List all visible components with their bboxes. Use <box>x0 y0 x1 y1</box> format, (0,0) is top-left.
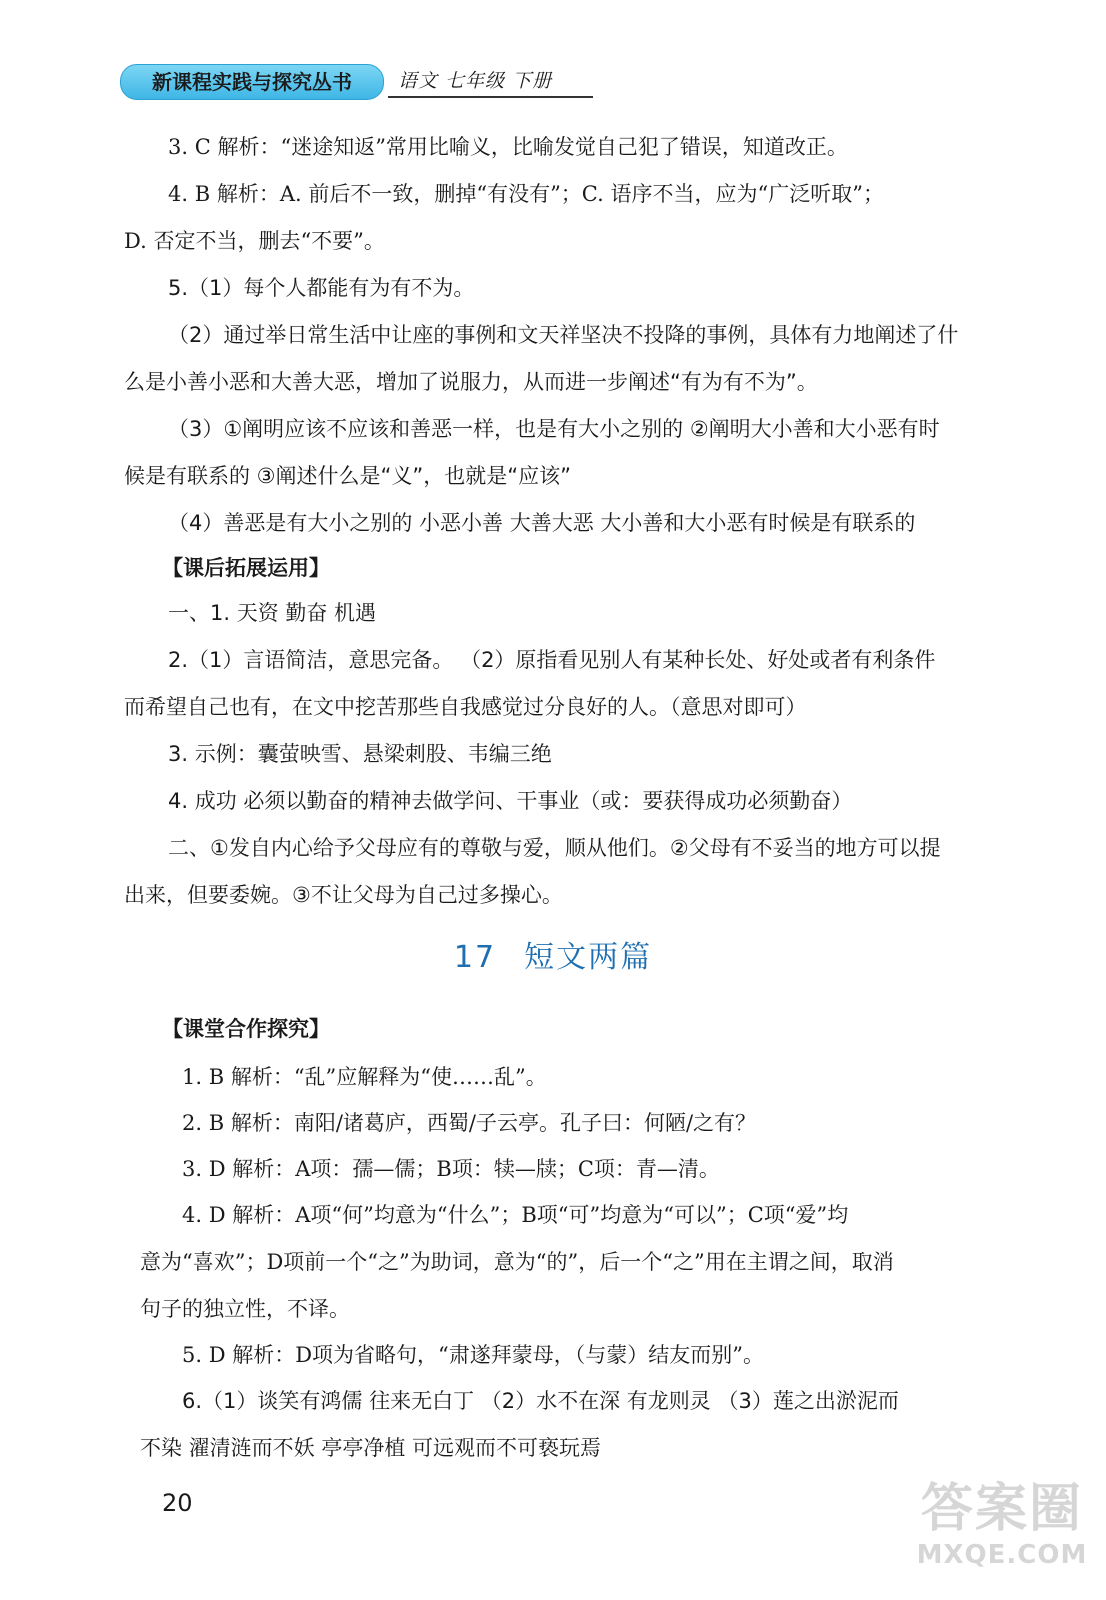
page-header <box>120 62 595 102</box>
answer-line: 5.（1）每个人都能有为有不为。 <box>168 276 475 300</box>
answer-line: 3. C 解析：“迷途知返”常用比喻义，比喻发觉自己犯了错误，知道改正。 <box>168 135 848 159</box>
lesson-name: 短文两篇 <box>524 940 653 975</box>
answer-line: 二、①发自内心给予父母应有的尊敬与爱，顺从他们。②父母有不妥当的地方可以提 <box>168 836 941 860</box>
answer-line: 不染 濯清涟而不妖 亭亭净植 可远观而不可亵玩焉 <box>140 1436 602 1460</box>
answer-line: （2）通过举日常生活中让座的事例和文天祥坚决不投降的事例，具体有力地阐述了什 <box>168 323 959 347</box>
answer-line: 出来，但要委婉。③不让父母为自己过多操心。 <box>124 883 563 907</box>
lesson-title <box>0 938 1106 978</box>
answer-line: 一、1. 天资 勤奋 机遇 <box>168 601 377 625</box>
header-underline <box>388 96 593 98</box>
answer-line: 么是小善小恶和大善大恶，增加了说服力，从而进一步阐述“有为有不为”。 <box>124 370 818 394</box>
answer-line: 5. D 解析：D项为省略句，“肃遂拜蒙母，（与蒙）结友而别”。 <box>182 1343 765 1367</box>
answer-line: 4. B 解析：A. 前后不一致，删掉“有没有”；C. 语序不当，应为“广泛听取”； <box>168 182 884 206</box>
answer-line: （3）①阐明应该不应该和善恶一样，也是有大小之别的 ②阐明大小善和大小恶有时 <box>168 417 940 441</box>
answer-line: 意为“喜欢”；D项前一个“之”为助词，意为“的”，后一个“之”用在主谓之间，取消 <box>140 1250 894 1274</box>
answer-line: 候是有联系的 ③阐述什么是“义”，也就是“应该” <box>124 464 572 488</box>
answer-line: 3. D 解析：A项：孺—儒；B项：犊—牍；C项：青—清。 <box>182 1157 720 1181</box>
lesson-number: 17 <box>453 940 497 975</box>
section-heading-in-class: 【课堂合作探究】 <box>162 1017 330 1041</box>
section-heading-after-class: 【课后拓展运用】 <box>162 556 330 580</box>
page-number: 20 <box>162 1489 193 1517</box>
answer-line: D. 否定不当，删去“不要”。 <box>124 229 385 253</box>
watermark-logo <box>912 1478 1092 1588</box>
watermark-main: 答案圈 <box>920 1479 1083 1539</box>
answer-line: 6.（1）谈笑有鸿儒 往来无白丁 （2）水不在深 有龙则灵 （3）莲之出淤泥而 <box>182 1389 899 1413</box>
answer-line: 2. B 解析：南阳/诸葛庐，西蜀/子云亭。孔子曰：何陋/之有？ <box>182 1111 757 1135</box>
answer-line: （4）善恶是有大小之别的 小恶小善 大善大恶 大小善和大小恶有时候是有联系的 <box>168 511 916 535</box>
answer-line: 2.（1）言语简洁，意思完备。 （2）原指看见别人有某种长处、好处或者有利条件 <box>168 648 936 672</box>
watermark-sub: MXQE.COM <box>916 1540 1088 1570</box>
answer-line: 而希望自己也有，在文中挖苦那些自我感觉过分良好的人。（意思对即可） <box>124 695 807 719</box>
answer-line: 4. D 解析：A项“何”均意为“什么”；B项“可”均意为“可以”；C项“爱”均 <box>182 1203 849 1227</box>
answer-line: 3. 示例：囊萤映雪、悬梁刺股、韦编三绝 <box>168 742 552 766</box>
answer-line: 1. B 解析：“乱”应解释为“使……乱”。 <box>182 1065 547 1089</box>
book-info: 语文 七年级 下册 <box>398 70 553 92</box>
series-badge: 新课程实践与探究丛书 <box>120 64 384 100</box>
answer-line: 4. 成功 必须以勤奋的精神去做学问、干事业（或：要获得成功必须勤奋） <box>168 789 853 813</box>
answer-line: 句子的独立性，不译。 <box>140 1297 350 1321</box>
